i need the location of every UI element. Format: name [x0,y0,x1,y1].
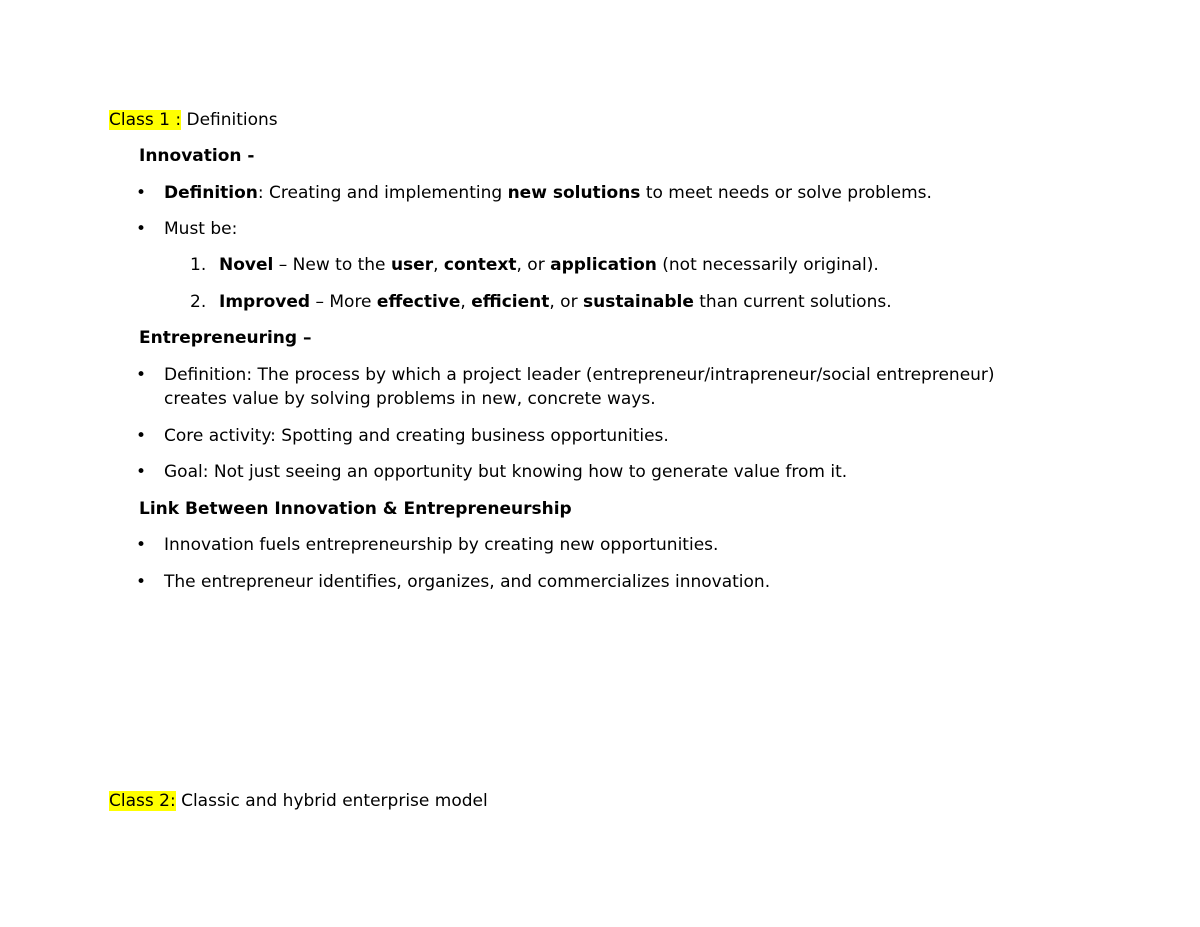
entrepreneuring-goal: Goal: Not just seeing an opportunity but knowing how to generate value from it. [164,462,848,482]
bullet-icon: • [136,219,147,239]
entrepreneuring-definition-line2: creates value by solving problems in new, concrete ways. [164,389,656,409]
item-bold: context [443,255,517,275]
entrepreneuring-heading-text: Entrepreneuring – [139,328,312,348]
class1-title: Definitions [186,110,278,130]
link-bullet-1: Innovation fuels entrepreneurship by creating new opportunities. [164,535,719,555]
item-text: (not necessarily original). [656,255,879,275]
entrepreneuring-core-activity: Core activity: Spotting and creating business opportunities. [164,426,669,446]
bullet-icon: • [136,572,147,592]
item-text: , or [549,292,583,312]
bullet-icon: • [136,183,147,203]
item-bold: Improved [219,292,311,312]
class2-title: Classic and hybrid enterprise model [181,791,488,811]
class1-label: Class 1 : [109,110,182,130]
entrepreneuring-definition-line1: Definition: The process by which a project leader (entrepreneur/intrapreneur/social entrepreneur) [164,365,995,385]
innovation-definition [164,182,932,204]
item-bold: effective [376,292,461,312]
list-item-novel [219,254,879,276]
list-item-improved [219,291,892,313]
must-be-text: Must be: [164,219,238,239]
item-bold: Novel [219,255,274,275]
bullet-icon: • [136,535,147,555]
bullet-icon: • [136,365,147,385]
definition-bold: new solutions [507,183,641,203]
list-number: 1. [190,255,207,275]
list-number: 2. [190,292,207,312]
item-text: – More [310,292,377,312]
item-text: , [433,255,444,275]
definition-text-2: to meet needs or solve problems. [640,183,932,203]
bullet-icon: • [136,426,147,446]
bullet-icon: • [136,462,147,482]
item-bold: efficient [471,292,550,312]
item-text: than current solutions. [693,292,892,312]
class2-heading [109,790,488,812]
innovation-heading-text: Innovation - [139,146,255,166]
link-heading-text: Link Between Innovation & Entrepreneurship [139,499,572,519]
link-bullet-2: The entrepreneur identifies, organizes, and commercializes innovation. [164,572,771,592]
definition-text-1: : Creating and implementing [257,183,508,203]
item-bold: application [550,255,657,275]
class2-label: Class 2: [109,791,176,811]
link-heading [139,498,572,520]
item-text: , [460,292,472,312]
innovation-must-be [164,218,237,240]
innovation-heading [139,145,254,167]
item-bold: user [390,255,434,275]
entrepreneuring-heading [139,327,311,349]
item-bold: sustainable [582,292,694,312]
item-text: , or [516,255,551,275]
definition-label: Definition [164,183,258,203]
class1-heading [109,109,278,131]
item-text: – New to the [273,255,391,275]
